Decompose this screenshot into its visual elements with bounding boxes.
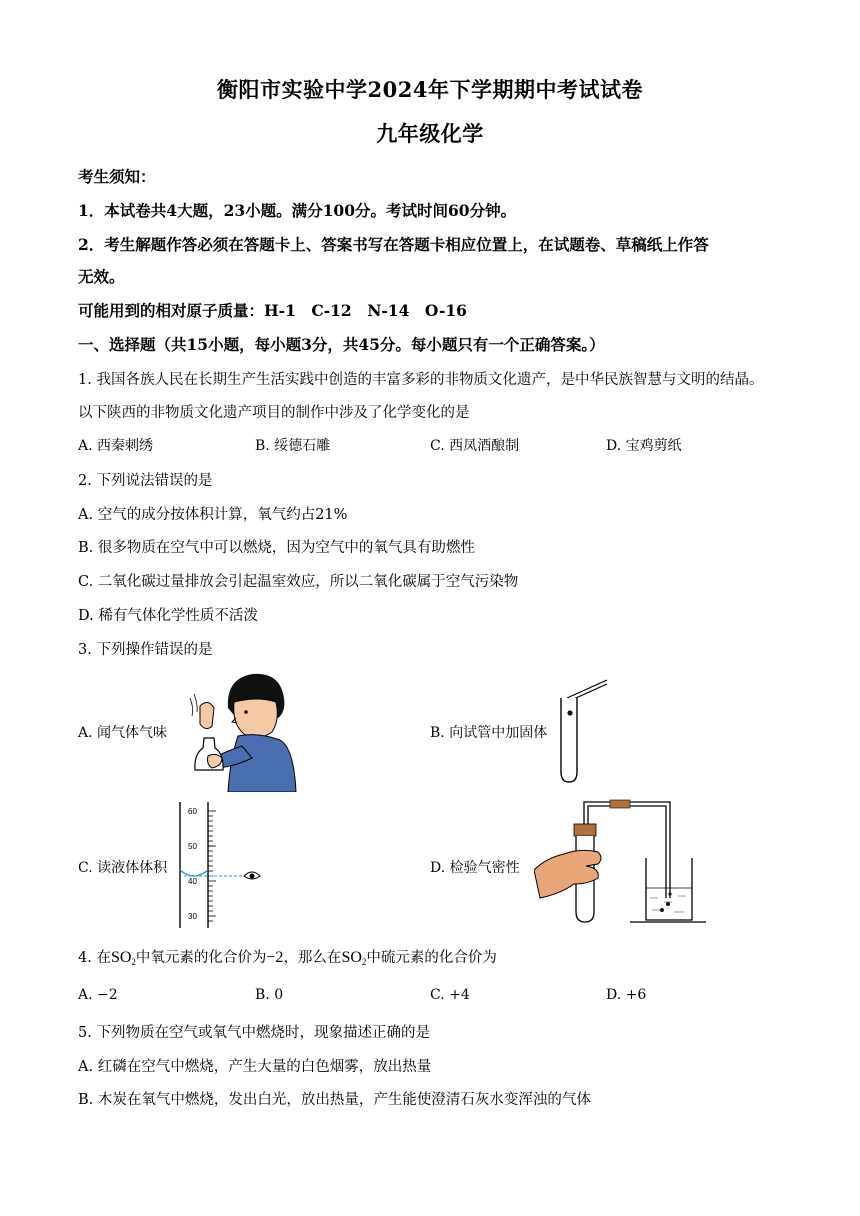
notice-item-1: 1．本试卷共4大题，23小题。满分100分。考试时间60分钟。 (78, 201, 517, 220)
q4-stem-mid2: ，那么在 (283, 950, 342, 966)
so2-base: SO (110, 949, 132, 966)
cylinder-tick-40: 40 (188, 877, 197, 886)
q4-so2-formula (111, 949, 136, 966)
q5-option-b: B. 木炭在氧气中燃烧，发出白光，放出热量，产生能使澄清石灰水变浑浊的气体 (78, 1092, 591, 1108)
exam-title: 衡阳市实验中学2024年下学期期中考试试卷 (217, 77, 643, 102)
atomic-masses: 可能用到的相对原子质量：H-1 C-12 N-14 O-16 (78, 301, 467, 320)
so2-base-2: SO (341, 949, 362, 966)
exam-subtitle: 九年级化学 (376, 121, 484, 146)
q2-option-b: B. 很多物质在空气中可以燃烧，因为空气中的氧气具有助燃性 (78, 540, 475, 556)
airtightness-check-illustration (534, 798, 710, 926)
notice-item-2-line1: 2．考生解题作答必须在答题卡上、答案书写在答题卡相应位置上，在试题卷、草稿纸上作答 (78, 235, 709, 254)
q4-stem-pre: 4. 在 (78, 950, 111, 966)
test-tube-solid-illustration (555, 676, 615, 786)
cylinder-tick-50: 50 (188, 842, 197, 851)
graduated-cylinder-illustration (172, 800, 272, 930)
q4-so2-formula-2 (341, 949, 366, 966)
q1-stem-line2: 以下陕西的非物质文化遗产项目的制作中涉及了化学变化的是 (78, 405, 470, 421)
q1-stem-line1: 1. 我国各族人民在长期生产生活实践中创造的丰富多彩的非物质文化遗产，是中华民族智慧与文明的结晶。 (78, 372, 764, 388)
q2-option-d: D. 稀有气体化学性质不活泼 (78, 608, 258, 624)
smelling-gas-illustration (188, 668, 300, 792)
q4-option-a: A. −2 (78, 987, 118, 1003)
q1-option-b: B. 绥德石雕 (255, 438, 331, 454)
so2-subscript-2: 2 (361, 957, 367, 967)
q3-option-a: A. 闻气体气味 (78, 725, 168, 741)
q2-option-a: A. 空气的成分按体积计算，氧气约占21% (78, 507, 348, 523)
q4-stem-post: 中硫元素的化合价为 (366, 950, 497, 966)
q3-option-c: C. 读液体体积 (78, 860, 168, 876)
q4-option-c: C. +4 (430, 987, 470, 1003)
q4-stem-mid: 中氧元素的化合价为 (135, 950, 267, 966)
q5-stem: 5. 下列物质在空气或氧气中燃烧时，现象描述正确的是 (78, 1025, 430, 1041)
notice-item-2-line2: 无效。 (78, 267, 125, 286)
notice-heading: 考生须知： (78, 167, 156, 186)
so2-subscript: 2 (131, 957, 136, 967)
q4-option-d: D. +6 (606, 987, 647, 1003)
q1-option-a: A. 西秦刺绣 (78, 438, 154, 454)
q2-stem: 2. 下列说法错误的是 (78, 473, 213, 489)
cylinder-tick-60: 60 (188, 807, 197, 816)
q4-oxygen-valence: −2 (266, 949, 284, 966)
q4-option-b: B. 0 (255, 987, 284, 1003)
section-1-heading: 一、选择题（共15小题，每小题3分，共45分。每小题只有一个正确答案。） (78, 335, 605, 354)
q4-stem (78, 946, 798, 967)
q1-option-c: C. 西凤酒酿制 (430, 438, 520, 454)
q2-option-c: C. 二氧化碳过量排放会引起温室效应，所以二氧化碳属于空气污染物 (78, 574, 519, 590)
cylinder-tick-30: 30 (188, 912, 197, 921)
q1-option-d: D. 宝鸡剪纸 (606, 438, 682, 454)
q3-option-d: D. 检验气密性 (430, 860, 520, 876)
q3-stem: 3. 下列操作错误的是 (78, 642, 213, 658)
q3-option-b: B. 向试管中加固体 (430, 725, 548, 741)
q5-option-a: A. 红磷在空气中燃烧，产生大量的白色烟雾，放出热量 (78, 1059, 432, 1075)
